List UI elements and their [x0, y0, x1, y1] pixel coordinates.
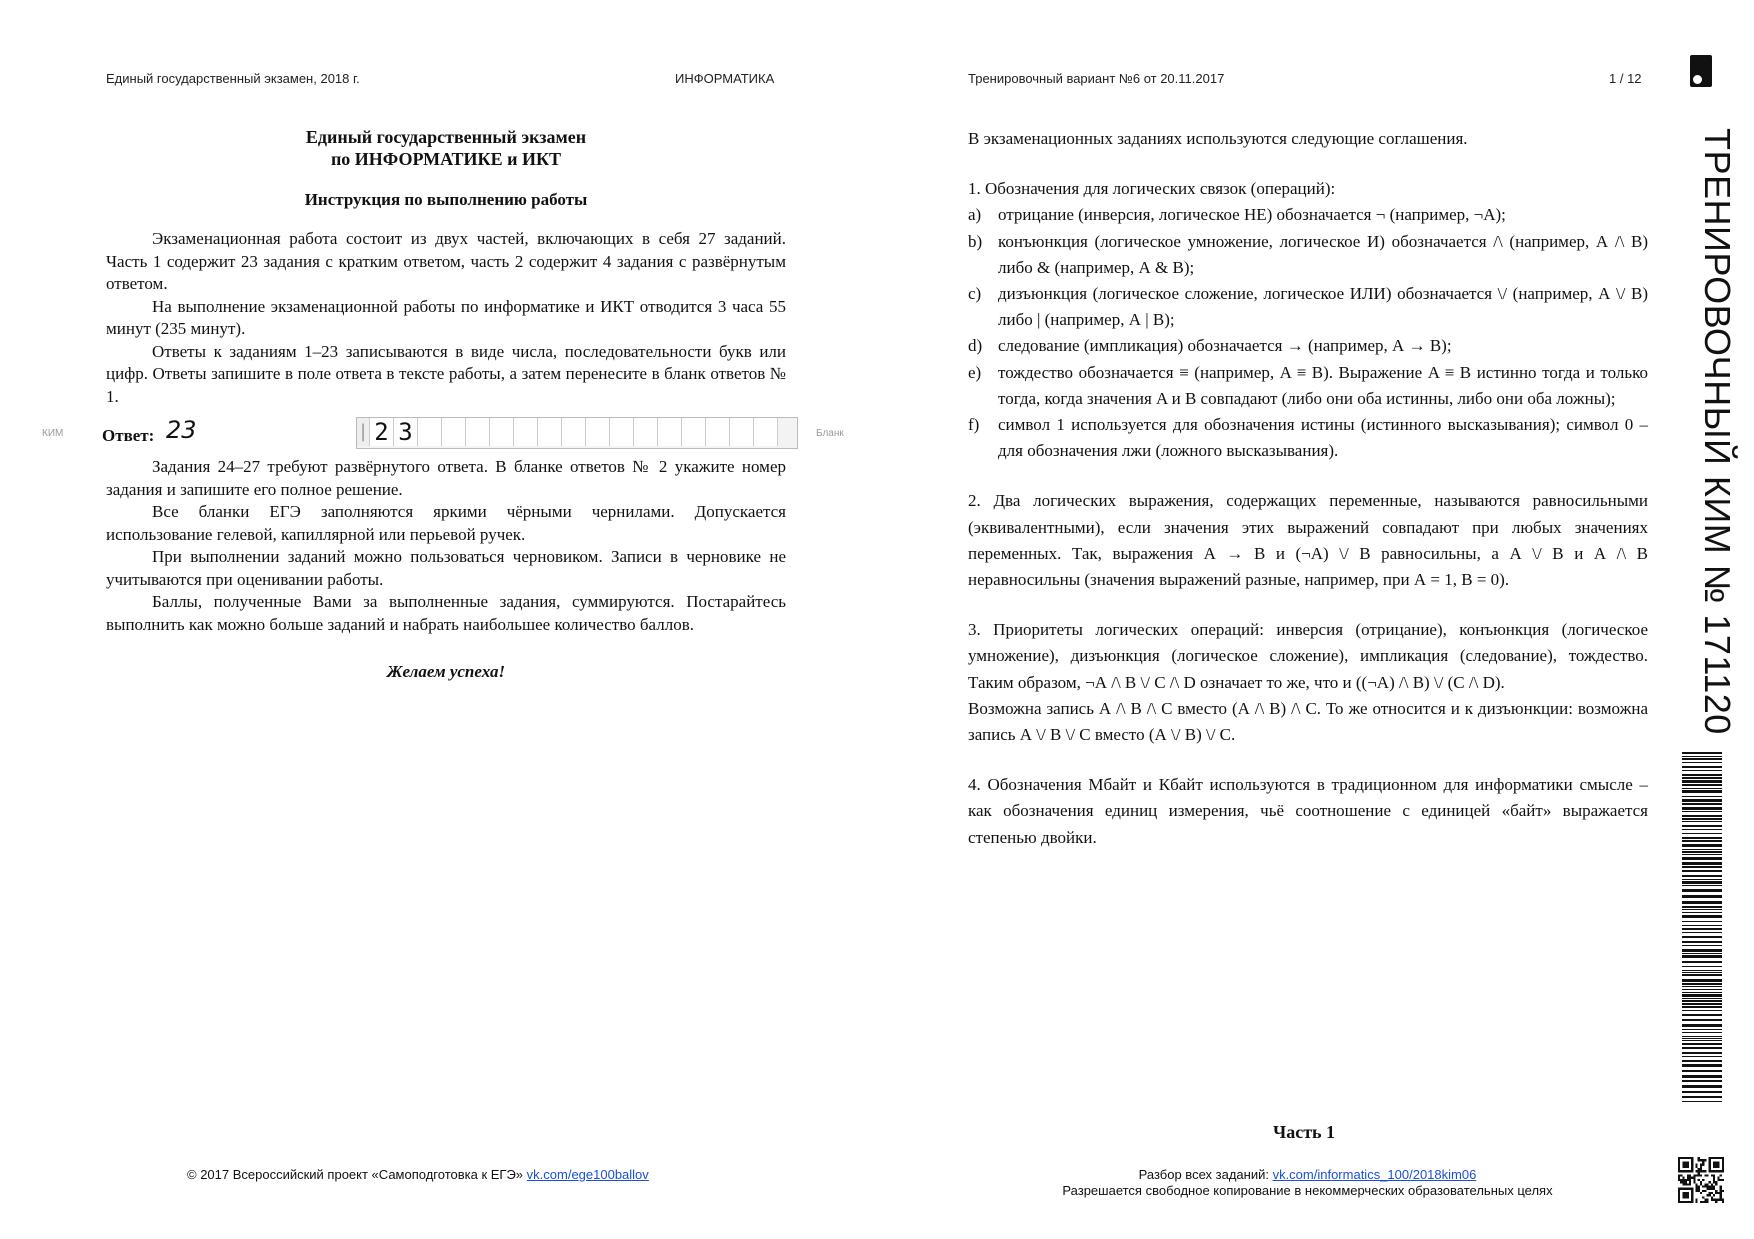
list-item-text: дизъюнкция (логическое сложение, логическое ИЛИ) обозначается \/ (например, А \/ В) либо | (например, А | В); [998, 284, 1648, 330]
answer-cell [754, 418, 778, 446]
list-item [968, 202, 1648, 228]
list-item-label: c) [968, 284, 982, 304]
list-item-label: a) [968, 205, 982, 225]
logic-operations-list [968, 202, 1648, 464]
list-item-label: f) [968, 415, 980, 435]
list-item-text: тождество обозначается ≡ (например, A ≡ B). Выражение A ≡ B истинно тогда и только тогда, когда значения A и B совпадают (либо они оба истинны, либо они оба ложны); [998, 362, 1648, 408]
list-item-label: d) [968, 336, 983, 356]
answer-cell [418, 418, 442, 446]
part-label: Часть 1 [1273, 1122, 1336, 1142]
instruction-paragraph: Ответы к заданиям 1–23 записываются в виде числа, последовательности букв или цифр. Ответы запишите в поле ответа в тексте работы, а затем перенесите в бланк ответов № 1. [106, 341, 786, 406]
answer-cell [610, 418, 634, 446]
answer-cell: 2 [370, 418, 394, 446]
list-item [968, 333, 1648, 359]
list-item-text: отрицание (инверсия, логическое НЕ) обозначается ¬ (например, ¬А); [998, 205, 1506, 225]
list-item [968, 360, 1648, 412]
section-3-note: Возможна запись А /\ В /\ С вместо (А /\ В) /\ С. То же относится и к дизъюнкции: возможна запись А \/ В \/ С вместо (А \/ В) \/ С. [968, 698, 1648, 745]
answer-cell [586, 418, 610, 446]
answer-cell: 3 [394, 418, 418, 446]
answer-cell [538, 418, 562, 446]
section-2-text: 2. Два логических выражения, содержащих переменные, называются равносильными (эквивалентными), если значения этих выражений совпадают при любых значениях переменных. Так, выражения А → В и (¬А) \/ В равносильны, а А \/ В и А /\ В неравносильны (значения выражений разные, например, при А = 1, В = 0). [968, 491, 1648, 590]
margin-label-kim: КИМ [42, 428, 64, 439]
list-item-label: b) [968, 231, 983, 251]
exam-title-line1: Единый государственный экзамен [305, 127, 587, 147]
sidebar-kim-title: ТРЕНИРОВОЧНЫЙ КИМ № 171120 [1697, 128, 1738, 735]
footer-analysis-link[interactable]: vk.com/informatics_100/2018kim06 [1272, 1167, 1477, 1182]
instruction-paragraph: Экзаменационная работа состоит из двух частей, включающих в себя 27 заданий. Часть 1 содержит 23 задания с кратким ответом, часть 2 содержит 4 задания с развёрнутым ответом. [106, 229, 786, 293]
instructions-heading: Инструкция по выполнению работы [304, 190, 588, 209]
footer-analysis-text: Разбор всех заданий: [1138, 1167, 1273, 1182]
answer-cell [562, 418, 586, 446]
answer-cell [682, 418, 706, 446]
instructions-column [102, 126, 786, 699]
barcode-icon [1682, 752, 1722, 1102]
qr-code-icon [1678, 1157, 1724, 1203]
instruction-paragraph: Баллы, полученные Вами за выполненные задания, суммируются. Постарайтесь выполнить как можно больше заданий и набрать наибольшее количество баллов. [106, 592, 786, 634]
margin-label-blank: Бланк [816, 428, 844, 439]
answer-cell [490, 418, 514, 446]
answer-cell [442, 418, 466, 446]
header-left: Единый государственный экзамен, 2018 г. [106, 71, 360, 86]
answer-box [356, 417, 798, 449]
list-item-text: следование (импликация) обозначается → (например, А → В); [998, 336, 1452, 356]
footer-vk-link[interactable]: vk.com/ege100ballov [526, 1167, 649, 1182]
header-subject: ИНФОРМАТИКА [675, 71, 775, 86]
section-1-title: 1. Обозначения для логических связок (операций): [968, 179, 1336, 199]
footer-copyright-text: © 2017 Всероссийский проект «Самоподготовка к ЕГЭ» [187, 1167, 527, 1182]
answer-cell [466, 418, 490, 446]
section-3-text: 3. Приоритеты логических операций: инверсия (отрицание), конъюнкция (логическое умножение), дизъюнкция (логическое сложение), импликация (следование), тождество. Таким образом, ¬А /\ В \/ С /\ D означает то же, что и ((¬А) /\ В) \/ (С /\ D). [968, 620, 1648, 692]
page-number: 1 / 12 [1609, 71, 1642, 86]
instruction-paragraph: Задания 24–27 требуют развёрнутого ответа. В бланке ответов № 2 укажите номер задания и запишите его полное решение. [106, 457, 786, 499]
answer-cell [706, 418, 730, 446]
answer-cell [634, 418, 658, 446]
answer-cell [658, 418, 682, 446]
section-4-text: 4. Обозначения Мбайт и Кбайт используются в традиционном для информатики смысле – как обозначения единиц измерения, чьё соотношение с единицей «байт» выражается степенью двойки. [968, 775, 1648, 847]
list-item [968, 412, 1648, 464]
answer-example [102, 414, 786, 454]
list-item-text: символ 1 используется для обозначения истины (истинного высказывания); символ 0 – для обозначения лжи (ложного высказывания). [998, 415, 1648, 461]
answer-cell [730, 418, 754, 446]
conventions-intro: В экзаменационных заданиях используются следующие соглашения. [968, 129, 1468, 148]
list-item [968, 281, 1648, 333]
footer-copy-permission: Разрешается свободное копирование в некоммерческих образовательных целях [1062, 1183, 1553, 1198]
footer-info [1020, 1167, 1595, 1199]
exam-title-line2: по ИНФОРМАТИКЕ и ИКТ [330, 149, 562, 169]
list-item-text: конъюнкция (логическое умножение, логическое И) обозначается /\ (например, А /\ В) либо & (например, А & В); [998, 231, 1648, 277]
answer-label: Ответ: [102, 426, 155, 445]
instruction-paragraph: На выполнение экзаменационной работы по информатике и ИКТ отводится 3 часа 55 минут (235 минут). [106, 296, 786, 338]
answer-cell [514, 418, 538, 446]
instruction-paragraph: При выполнении заданий можно пользоваться черновиком. Записи в черновике не учитываются при оценивании работы. [106, 547, 786, 589]
list-item-label: e) [968, 362, 982, 382]
list-item [968, 229, 1648, 281]
good-luck-text: Желаем успеха! [386, 662, 506, 681]
conventions-column [968, 126, 1648, 851]
answer-handwritten: 23 [166, 416, 197, 444]
corner-marker-icon [1690, 55, 1712, 87]
footer-copyright [187, 1167, 649, 1182]
answer-cell: | [357, 418, 370, 446]
instruction-paragraph: Все бланки ЕГЭ заполняются яркими чёрными чернилами. Допускается использование гелевой, капиллярной или перьевой ручек. [106, 502, 786, 544]
header-variant: Тренировочный вариант №6 от 20.11.2017 [968, 71, 1225, 86]
